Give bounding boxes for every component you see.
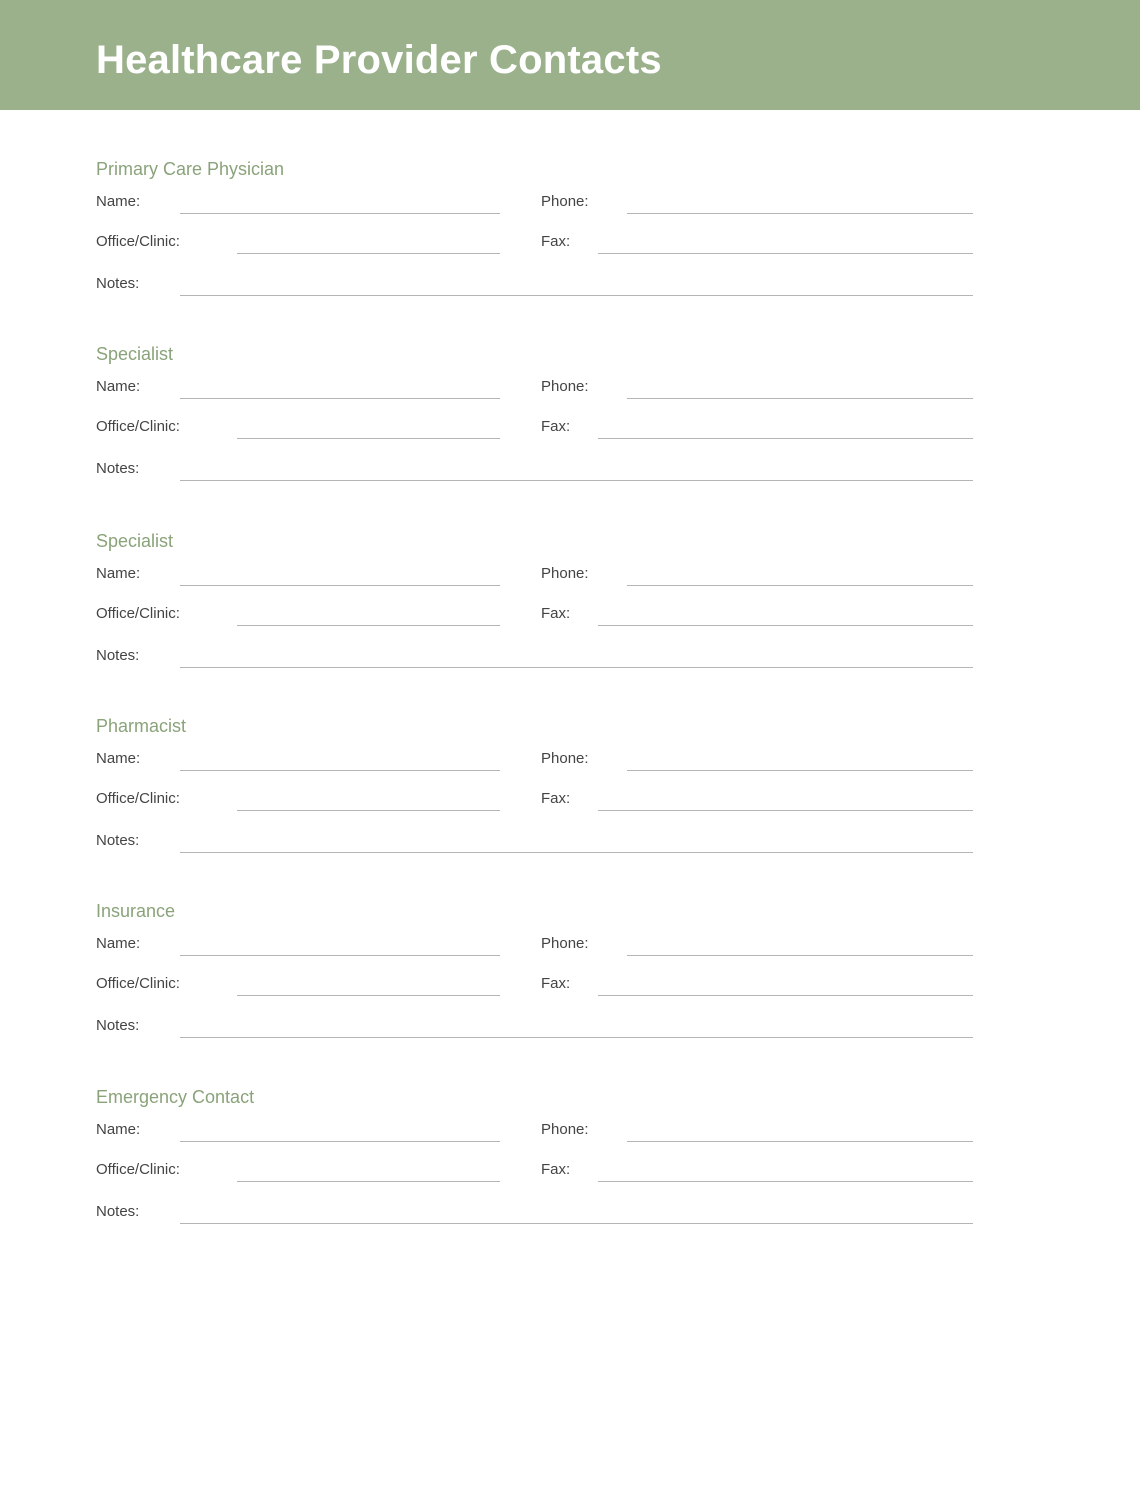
section-primary-care-physician	[0, 158, 1140, 318]
fax-label: Fax:	[541, 418, 571, 435]
office-clinic-field[interactable]	[237, 625, 500, 626]
name-field[interactable]	[180, 213, 500, 214]
notes-field[interactable]	[180, 1037, 973, 1038]
office-clinic-field[interactable]	[237, 810, 500, 811]
notes-field[interactable]	[180, 480, 973, 481]
name-label: Name:	[96, 1121, 141, 1138]
section-title: Emergency Contact	[96, 1087, 255, 1107]
fax-field[interactable]	[598, 1181, 973, 1182]
notes-field[interactable]	[180, 295, 973, 296]
notes-field[interactable]	[180, 852, 973, 853]
phone-label: Phone:	[541, 193, 589, 210]
fax-label: Fax:	[541, 975, 571, 992]
section-title: Specialist	[96, 344, 174, 364]
notes-field[interactable]	[180, 667, 973, 668]
fax-label: Fax:	[541, 790, 571, 807]
notes-field[interactable]	[180, 1223, 973, 1224]
office-label: Office/Clinic:	[96, 418, 180, 435]
section-emergency-contact	[0, 1086, 1140, 1246]
name-label: Name:	[96, 935, 141, 952]
phone-label: Phone:	[541, 565, 589, 582]
phone-label: Phone:	[541, 378, 589, 395]
section-specialist-2	[0, 530, 1140, 690]
office-label: Office/Clinic:	[96, 233, 180, 250]
office-label: Office/Clinic:	[96, 975, 180, 992]
fax-label: Fax:	[541, 1161, 571, 1178]
section-title: Pharmacist	[96, 716, 187, 736]
section-title: Insurance	[96, 901, 176, 921]
fax-label: Fax:	[541, 233, 571, 250]
name-label: Name:	[96, 565, 141, 582]
phone-field[interactable]	[627, 1141, 973, 1142]
phone-label: Phone:	[541, 935, 589, 952]
notes-label: Notes:	[96, 832, 140, 849]
office-clinic-field[interactable]	[237, 438, 500, 439]
office-label: Office/Clinic:	[96, 1161, 180, 1178]
notes-label: Notes:	[96, 1203, 140, 1220]
fax-label: Fax:	[541, 605, 571, 622]
office-clinic-field[interactable]	[237, 253, 500, 254]
name-label: Name:	[96, 750, 141, 767]
phone-label: Phone:	[541, 750, 589, 767]
name-field[interactable]	[180, 1141, 500, 1142]
name-field[interactable]	[180, 770, 500, 771]
section-title: Primary Care Physician	[96, 159, 285, 179]
notes-label: Notes:	[96, 647, 140, 664]
section-pharmacist	[0, 715, 1140, 875]
phone-field[interactable]	[627, 213, 973, 214]
office-clinic-field[interactable]	[237, 1181, 500, 1182]
fax-field[interactable]	[598, 810, 973, 811]
fax-field[interactable]	[598, 253, 973, 254]
fax-field[interactable]	[598, 438, 973, 439]
name-field[interactable]	[180, 955, 500, 956]
phone-label: Phone:	[541, 1121, 589, 1138]
section-title: Specialist	[96, 531, 174, 551]
phone-field[interactable]	[627, 585, 973, 586]
office-label: Office/Clinic:	[96, 790, 180, 807]
fax-field[interactable]	[598, 625, 973, 626]
name-field[interactable]	[180, 585, 500, 586]
office-label: Office/Clinic:	[96, 605, 180, 622]
phone-field[interactable]	[627, 955, 973, 956]
fax-field[interactable]	[598, 995, 973, 996]
section-insurance	[0, 900, 1140, 1060]
office-clinic-field[interactable]	[237, 995, 500, 996]
phone-field[interactable]	[627, 770, 973, 771]
notes-label: Notes:	[96, 275, 140, 292]
page-title: Healthcare Provider Contacts	[96, 38, 662, 82]
notes-label: Notes:	[96, 1017, 140, 1034]
name-label: Name:	[96, 193, 141, 210]
section-specialist-1	[0, 343, 1140, 503]
notes-label: Notes:	[96, 460, 140, 477]
name-label: Name:	[96, 378, 141, 395]
phone-field[interactable]	[627, 398, 973, 399]
name-field[interactable]	[180, 398, 500, 399]
